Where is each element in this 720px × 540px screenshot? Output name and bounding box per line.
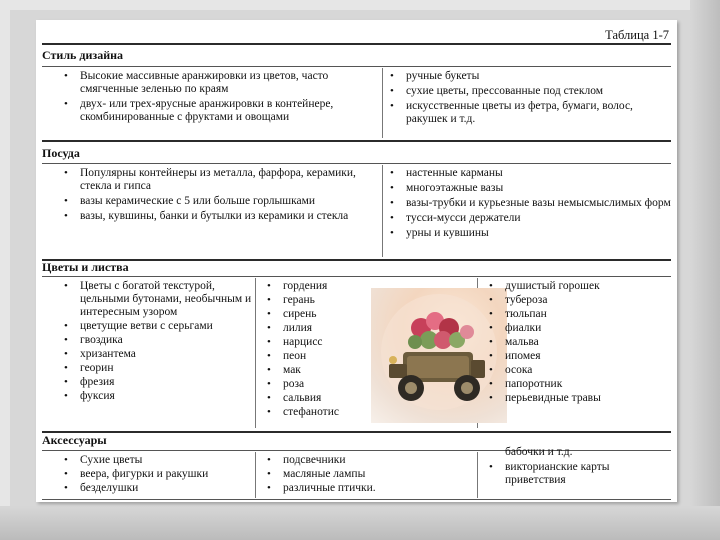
style-left-column: [58, 70, 368, 126]
accessories-left-column: [58, 454, 254, 496]
table-label: Таблица 1-7: [605, 28, 669, 42]
list-item: • сухие цветы, прессованные под стеклом: [384, 85, 674, 98]
list-item: • ручные букеты: [384, 70, 674, 83]
list-item: • фиалки: [483, 322, 673, 335]
list-item: • лилия: [261, 322, 373, 335]
section-divider: [42, 140, 671, 142]
accessories-middle-column: [261, 454, 475, 496]
frame-shadow-bottom: [0, 506, 720, 540]
list-item: • сирень: [261, 308, 373, 321]
list-item: • подсвечники: [261, 454, 475, 467]
list-item: • роза: [261, 378, 373, 391]
list-item: • осока: [483, 364, 673, 377]
list-item: • тубероза: [483, 294, 673, 307]
frame-shadow-right: [690, 0, 720, 540]
flowers-middle-column: [261, 280, 373, 420]
list-item: • мак: [261, 364, 373, 377]
list-item: • тюльпан: [483, 308, 673, 321]
table-bottom-border: [42, 499, 671, 500]
list-item: • Высокие массивные аранжировки из цветов, часто смягченные зеленью по краям: [58, 70, 368, 96]
list-item: • тусси-мусси держатели: [384, 212, 674, 225]
list-item: • ипомея: [483, 350, 673, 363]
list-item: • гордения: [261, 280, 373, 293]
list-item: • перьевидные травы: [483, 392, 673, 405]
column-divider: [382, 165, 383, 257]
section-divider: [42, 163, 671, 164]
section-divider: [42, 66, 671, 67]
list-item: • фрезия: [58, 376, 254, 389]
list-item: • вазы-трубки и курьезные вазы немысмыслимых форм: [384, 197, 674, 210]
list-item: • масляные лампы: [261, 468, 475, 481]
section-divider: [42, 43, 671, 45]
document-page: [36, 20, 677, 502]
column-divider: [255, 278, 256, 428]
list-item: • фуксия: [58, 390, 254, 403]
list-item: • гвоздика: [58, 334, 254, 347]
list-item: • нарцисс: [261, 336, 373, 349]
list-item: • Цветы с богатой текстурой, цельными бутонами, необычным и интересным узором: [58, 280, 254, 319]
list-item: • душистый горошек: [483, 280, 673, 293]
column-divider: [255, 452, 256, 498]
list-item: • вазы керамические с 5 или больше горлышками: [58, 195, 368, 208]
list-item: • настенные карманы: [384, 167, 674, 180]
list-item: • викторианские карты приветствия: [483, 461, 673, 487]
list-item: • пеон: [261, 350, 373, 363]
list-item: • веера, фигурки и ракушки: [58, 468, 254, 481]
flowers-left-column: [58, 280, 254, 404]
list-item: • сальвия: [261, 392, 373, 405]
column-divider: [382, 68, 383, 138]
list-item: • хризантема: [58, 348, 254, 361]
list-item: • герань: [261, 294, 373, 307]
section-divider: [42, 431, 671, 433]
dishes-left-column: [58, 167, 368, 225]
list-item: • цветущие ветви с серьгами: [58, 320, 254, 333]
list-item: • Сухие цветы: [58, 454, 254, 467]
dishes-right-column: [384, 167, 674, 242]
list-item-continuation: бабочки и т.д.: [505, 446, 573, 458]
section-title-flowers: Цветы и листва: [42, 260, 129, 274]
list-item: • двух- или трех-ярусные аранжировки в контейнере, скомбинированные с фруктами и овощами: [58, 98, 368, 124]
list-item: • вазы, кувшины, банки и бутылки из керамики и стекла: [58, 210, 368, 223]
column-divider: [477, 452, 478, 498]
list-item: • многоэтажные вазы: [384, 182, 674, 195]
list-item: • искусственные цветы из фетра, бумаги, волос, ракушек и т.д.: [384, 100, 674, 126]
flowers-right-column: [483, 280, 673, 406]
accessories-right-column: [483, 446, 673, 488]
list-item: • безделушки: [58, 482, 254, 495]
section-divider: [42, 276, 671, 277]
section-title-accessories: Аксессуары: [42, 433, 107, 447]
section-title-dishes: Посуда: [42, 146, 80, 160]
list-item: • папоротник: [483, 378, 673, 391]
list-item: • Популярны контейнеры из металла, фарфора, керамики, стекла и гипса: [58, 167, 368, 193]
list-item: • георин: [58, 362, 254, 375]
style-right-column: [384, 70, 674, 128]
list-item: • различные птички.: [261, 482, 475, 495]
section-title-style: Стиль дизайна: [42, 48, 124, 62]
list-item: • стефанотис: [261, 406, 373, 419]
list-item: • урны и кувшины: [384, 227, 674, 240]
list-item: • мальва: [483, 336, 673, 349]
section-divider: [42, 259, 671, 261]
